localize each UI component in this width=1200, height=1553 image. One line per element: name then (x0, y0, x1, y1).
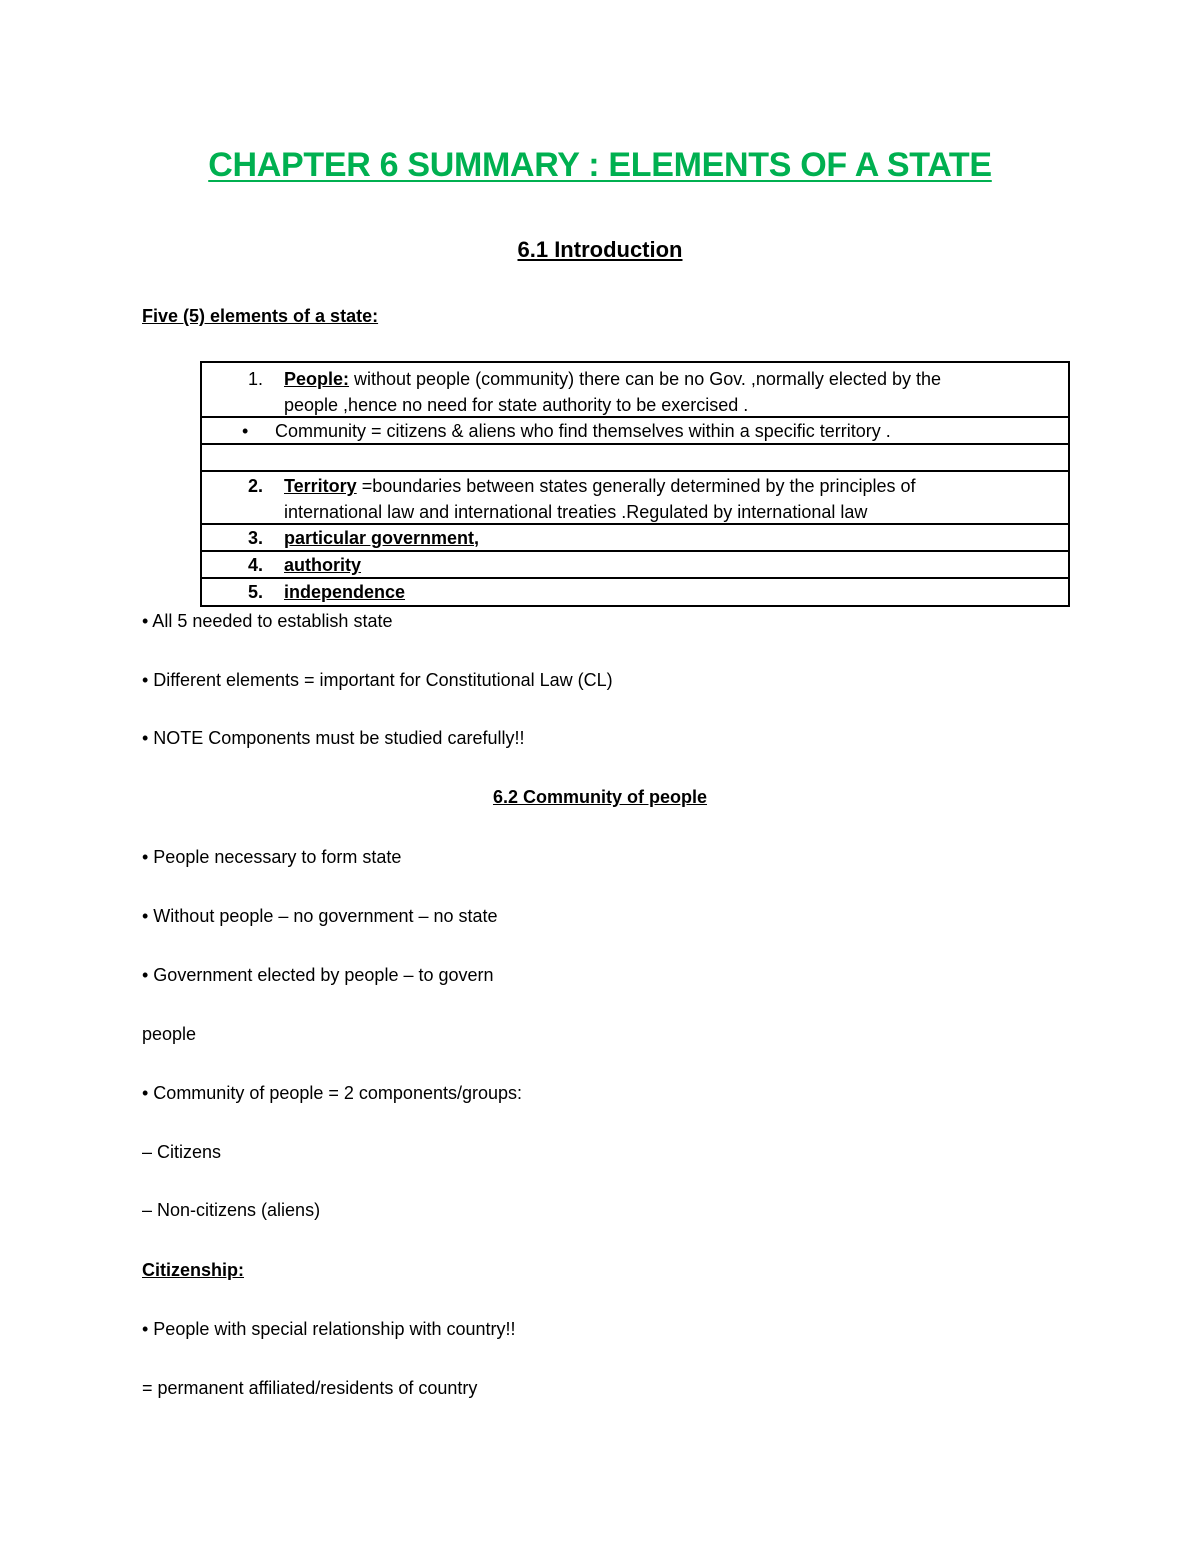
chapter-title: CHAPTER 6 SUMMARY : ELEMENTS OF A STATE (208, 146, 992, 184)
row-number: 5. (248, 582, 264, 602)
row-text (284, 366, 1048, 418)
text-line: people (142, 1024, 197, 1044)
row-number: 1. (248, 369, 264, 389)
citizenship-label: Citizenship: (142, 1260, 244, 1280)
row-description-continued: people ,hence no need for state authority to be exercised . (284, 395, 749, 415)
table-row-empty (202, 445, 1068, 472)
bullet-line: • Different elements = important for Constitutional Law (CL) (142, 670, 613, 690)
term-people: People: (284, 369, 350, 389)
bullet-line: • People with special relationship with country!! (142, 1319, 516, 1339)
bullet-line: • Without people – no government – no state (142, 906, 498, 926)
elements-table (200, 361, 1070, 607)
table-row (202, 363, 1068, 418)
term-particular-government: particular government, (284, 528, 480, 548)
table-row (202, 552, 1068, 579)
bullet-line: • All 5 needed to establish state (142, 611, 393, 631)
table-row (202, 579, 1068, 605)
table-row (202, 525, 1068, 552)
term-independence: independence (284, 582, 406, 602)
table-row (202, 418, 1068, 445)
row-description: without people (community) there can be no Gov. ,normally elected by the (349, 369, 941, 389)
bullet-line: • People necessary to form state (142, 847, 402, 867)
bullet-line: • Government elected by people – to govern (142, 965, 494, 985)
row-description-continued: international law and international treaties .Regulated by international law (284, 502, 868, 522)
bullet-line: • Community of people = 2 components/groups: (142, 1083, 523, 1103)
section-heading-introduction: 6.1 Introduction (517, 237, 683, 262)
dash-line: – Citizens (142, 1142, 222, 1162)
section-heading-community: 6.2 Community of people (492, 787, 708, 807)
row-text (284, 473, 1048, 525)
bullet-line: • NOTE Components must be studied carefully!! (142, 728, 525, 748)
row-description: Community = citizens & aliens who find themselves within a specific territory . (275, 421, 891, 441)
bullet-icon: • (242, 421, 249, 441)
dash-line: – Non-citizens (aliens) (142, 1200, 321, 1220)
row-number: 4. (248, 555, 264, 575)
term-authority: authority (284, 555, 362, 575)
text-line: = permanent affiliated/residents of country (142, 1378, 478, 1398)
elements-label: Five (5) elements of a state: (142, 306, 379, 326)
row-number: 3. (248, 528, 264, 548)
table-row (202, 472, 1068, 525)
row-description: =boundaries between states generally determined by the principles of (356, 476, 916, 496)
row-number: 2. (248, 476, 264, 496)
term-territory: Territory (284, 476, 357, 496)
